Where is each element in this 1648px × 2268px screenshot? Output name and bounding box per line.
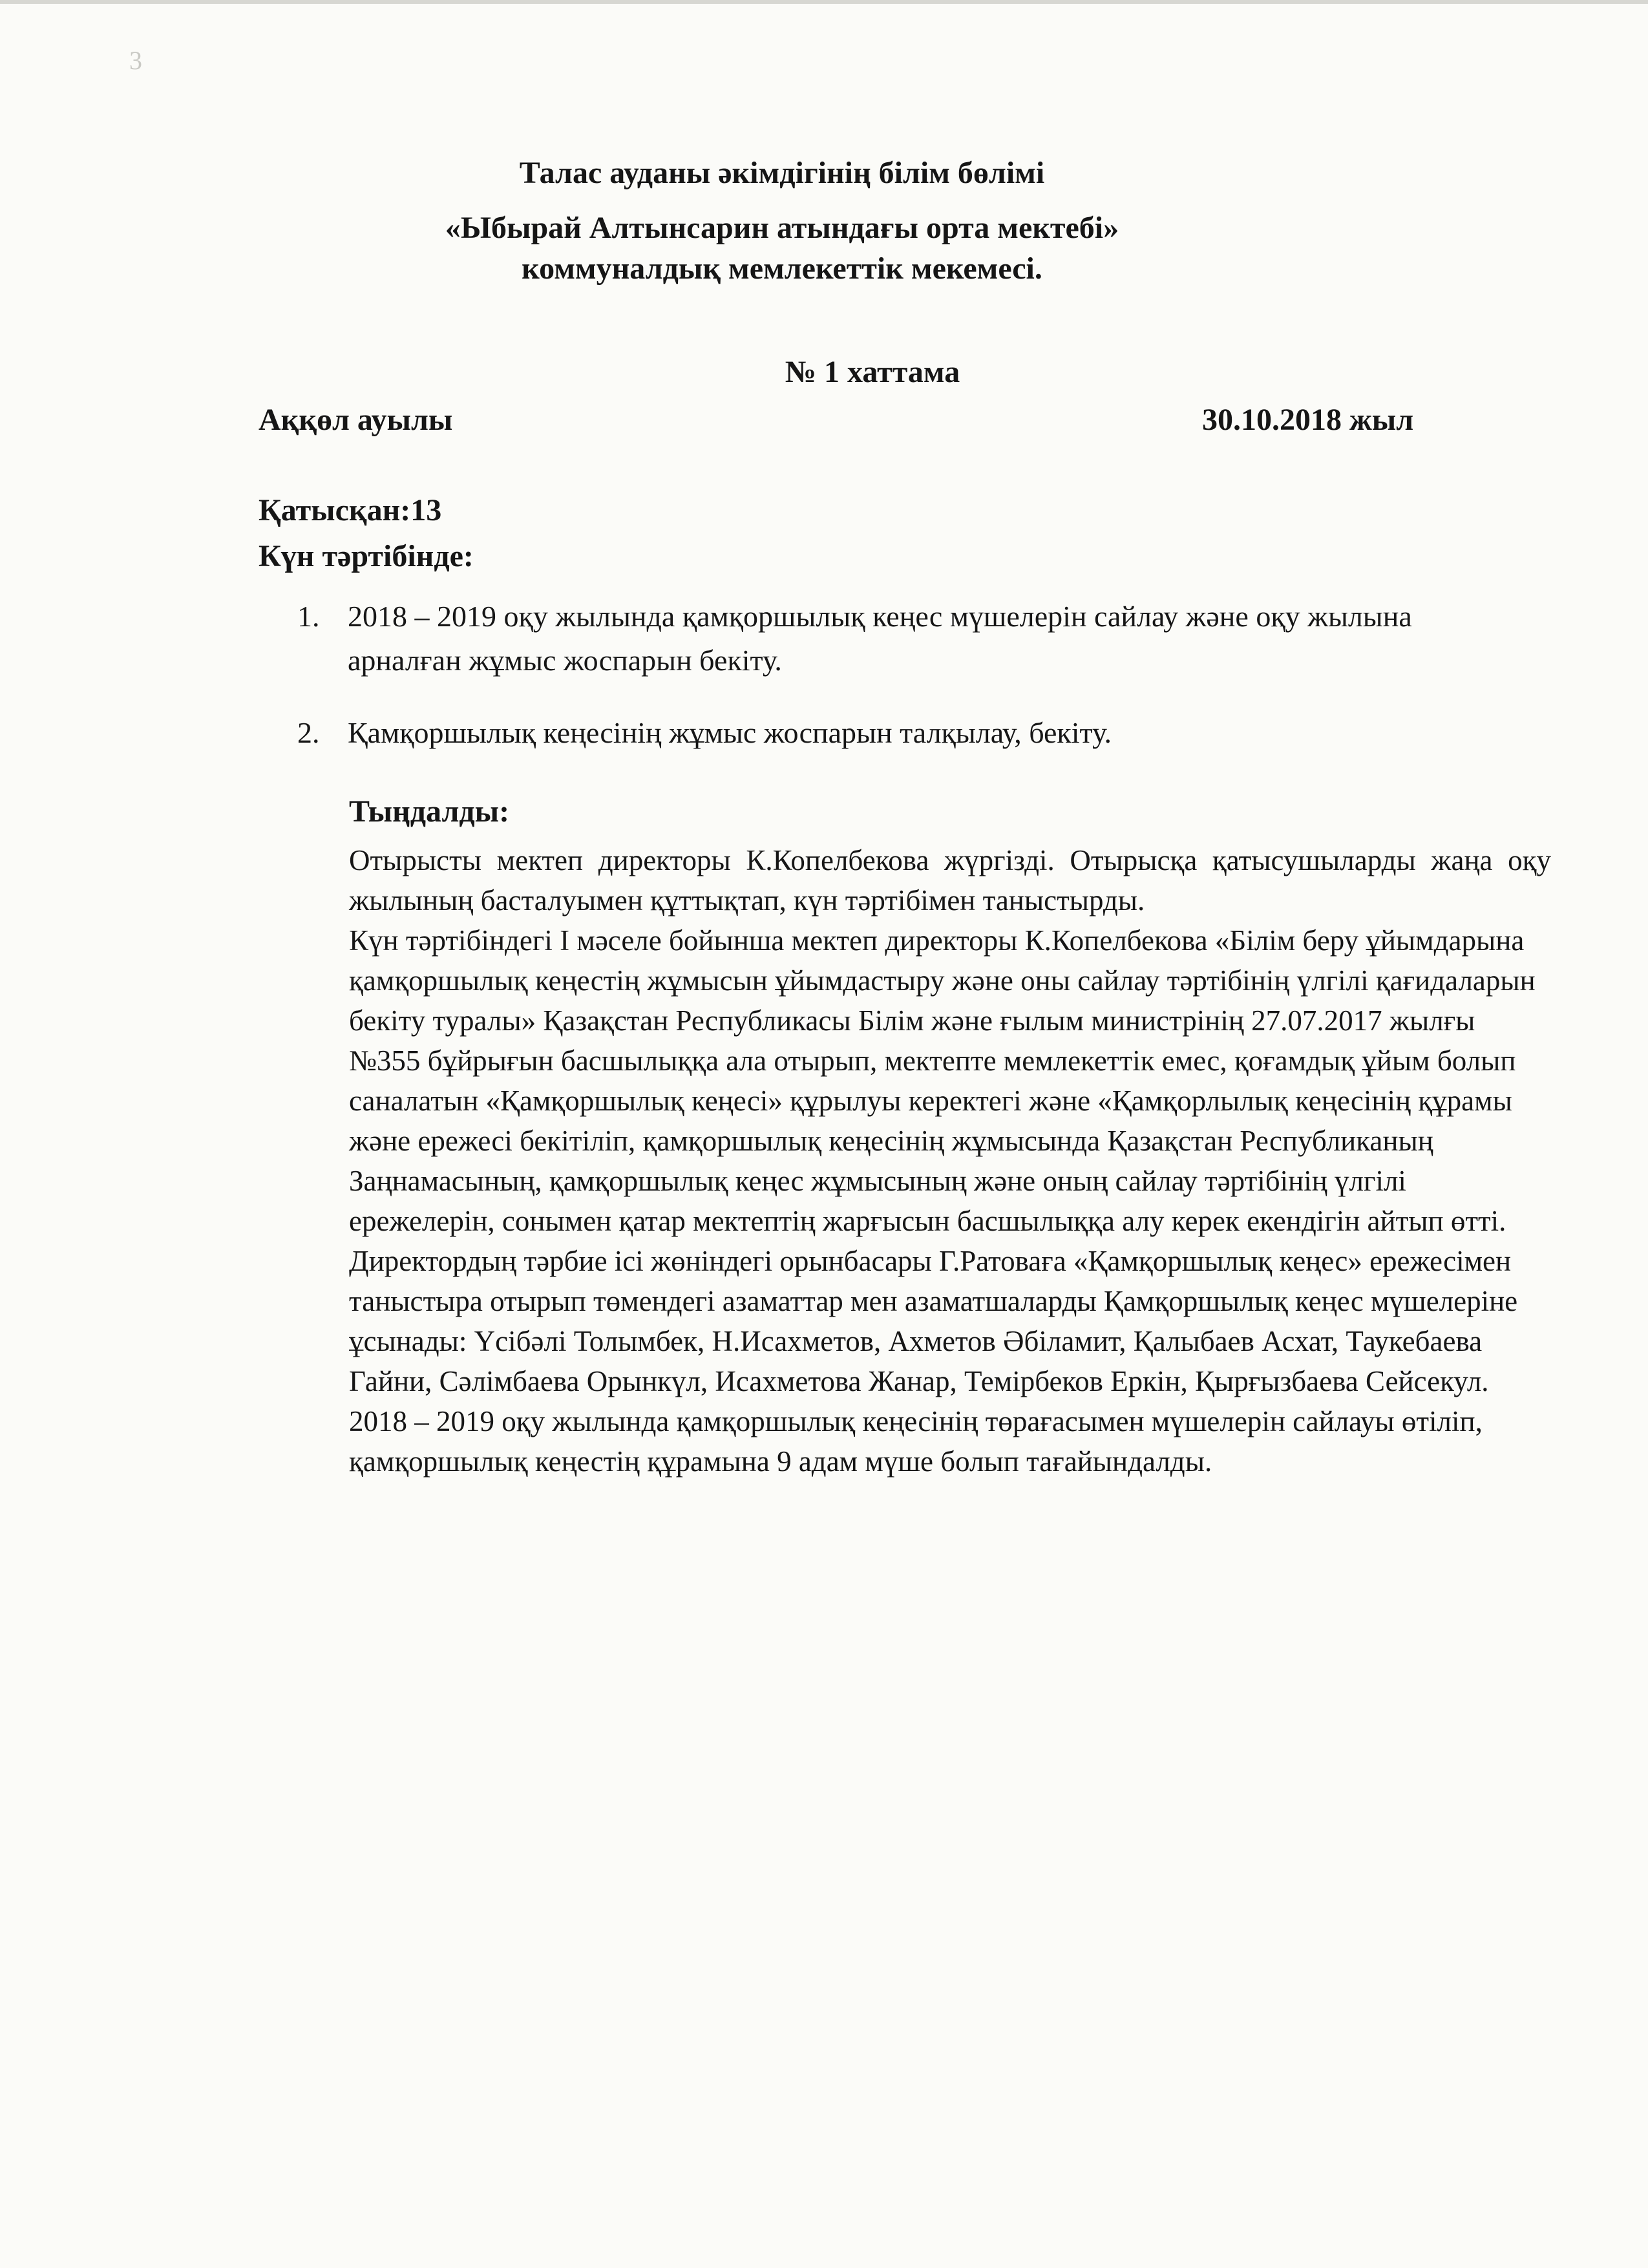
date: 30.10.2018 жыл <box>1202 403 1414 437</box>
heard-title: Тыңдалды: <box>349 794 510 829</box>
protocol-title: № 1 хаттама <box>785 355 960 389</box>
paragraph: Директордың тәрбие ісі жөніндегі орынбасары Г.Ратоваға «Қамқоршылық кеңес» ережесімен таныстыра отырып төмендегі азаматтар мен азаматшаларды Қамқоршылық кеңес мүшелеріне ұсынады: Үсібәлі Толымбек, Н.Исахметов, Ахметов Әбіламит, Қалыбаев Асхат, Таукебаева Гайни, Сәлімбаева Орынкүл, Исахметова Жанар, Темірбеков Еркін, Қырғызбаева Сейсекул. <box>349 1245 1518 1397</box>
page-corner-mark: 3 <box>129 46 142 75</box>
paragraph: 2018 – 2019 оқу жылында қамқоршылық кеңесінің төрағасымен мүшелерін сайлауы өтіліп, қамқоршылық кеңестің құрамына 9 адам мүше болып тағайындалды. <box>349 1405 1483 1478</box>
paragraph: Отырысты мектеп директоры К.Копелбекова жүргізді. Отырысқа қатысушыларды жаңа оқу жылының басталуымен құттықтап, күн тәртібімен таныстырды. <box>349 844 1551 917</box>
minutes-body <box>349 840 1551 1481</box>
agenda-item-text: Қамқоршылық кеңесінің жұмыс жоспарын талқылау, бекіту. <box>348 716 1112 749</box>
scan-edge <box>0 0 1648 4</box>
agenda-item-number: 2. <box>297 716 320 749</box>
paragraph: Күн тәртібіндегі І мәселе бойынша мектеп директоры К.Копелбекова «Білім беру ұйымдарына қамқоршылық кеңестің жұмысын ұйымдастыру және оны сайлау тәртібінің үлгілі қағидаларын бекіту туралы» Қазақстан Республикасы Білім және ғылым министрінің 27.07.2017 жылғы №355 бұйрығын басшылыққа ала отырып, мектепте мемлекеттік емес, қоғамдық ұйым болып саналатын «Қамқоршылық кеңесі» құрылуы керектегі және «Қамқорлылық кеңесінің құрамы және ережесі бекітіліп, қамқоршылық кеңесінің жұмысында Қазақстан Республиканың Заңнамасының, қамқоршылық кеңес жұмысының және оның сайлау тәртібінің үлгілі ережелерін, сонымен қатар мектептің жарғысын басшылыққа алу керек екендігін айтып өтті. <box>349 924 1536 1237</box>
participants: Қатысқан:13 <box>259 493 442 527</box>
agenda-item-text: 2018 – 2019 оқу жылында қамқоршылық кеңес мүшелерін сайлау және оқу жылына арналған жұмыс жоспарын бекіту. <box>348 600 1412 677</box>
header-line-1: Талас ауданы әкімдігінің білім бөлімі <box>519 156 1045 190</box>
header-line-2: «Ыбырай Алтынсарин атындағы орта мектебі» <box>445 211 1119 245</box>
agenda-item-number: 1. <box>297 600 320 633</box>
agenda-title: Күн тәртібінде: <box>259 539 474 573</box>
place: Аққөл ауылы <box>259 403 453 437</box>
header-line-3: коммуналдық мемлекеттік мекемесі. <box>522 251 1042 286</box>
